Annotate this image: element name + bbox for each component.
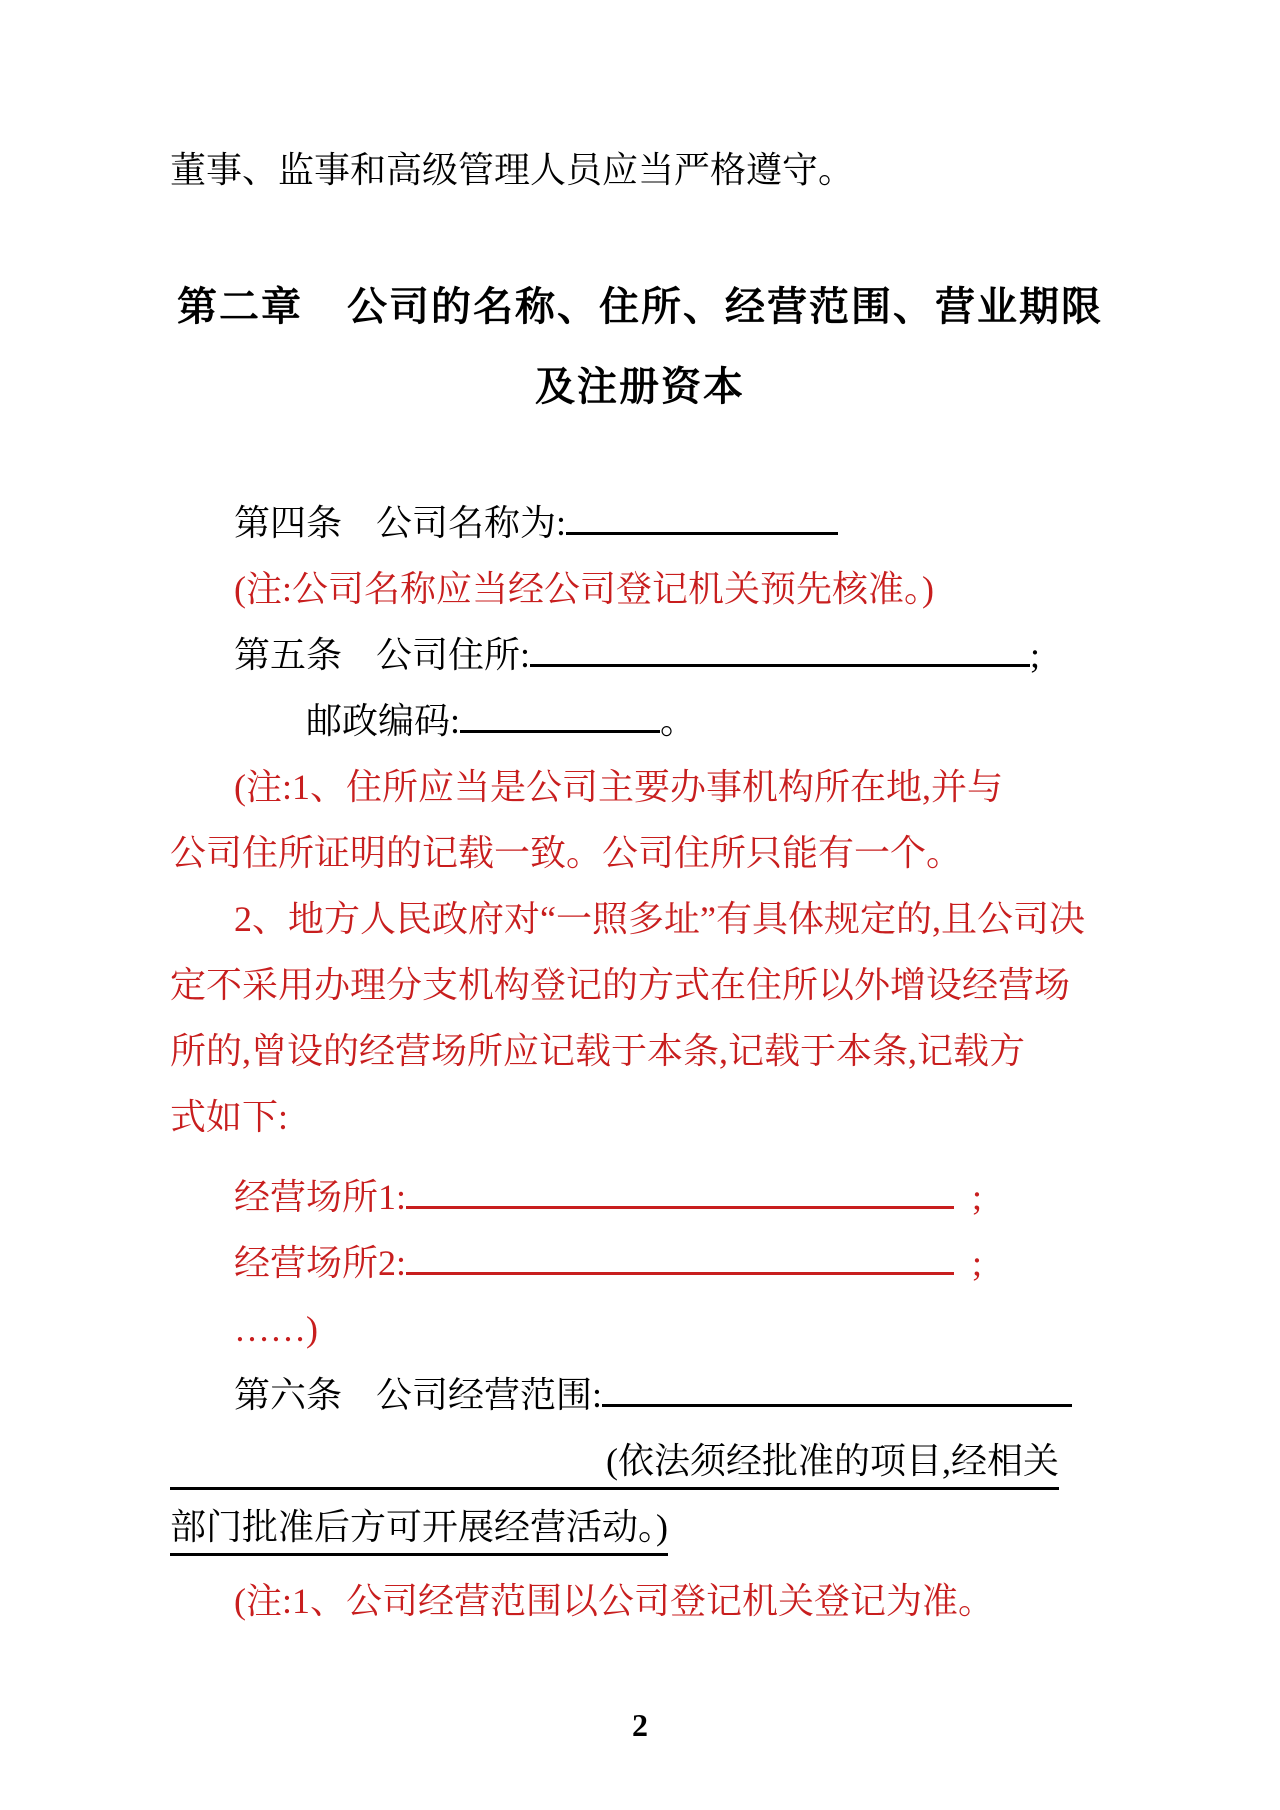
article-6-underlined-text <box>170 1501 668 1556</box>
page-number: 2 <box>632 1707 648 1743</box>
business-scope-blank <box>602 1369 1072 1407</box>
article-6-cont-text2: 部门批准后方可开展经营活动。) <box>170 1507 668 1547</box>
business-place-2-label: 经营场所2: <box>234 1243 407 1283</box>
article-6-label: 第六条 <box>234 1375 343 1415</box>
article-6-continuation-line1 <box>170 1428 1110 1494</box>
chapter-title-line1: 公司的名称、住所、经营范围、营业期限 <box>347 285 1103 329</box>
note-article-5-line1: (注:1、住所应当是公司主要办事机构所在地,并与 <box>234 767 1003 807</box>
article-4-text: 公司名称为: <box>376 503 567 543</box>
note-article-6: (注:1、公司经营范围以公司登记机关登记为准。 <box>234 1581 994 1621</box>
business-place-1-label: 经营场所1: <box>234 1177 407 1217</box>
postal-code-blank <box>460 695 660 733</box>
company-address-blank <box>530 629 1030 667</box>
company-name-blank <box>566 497 838 535</box>
note-article-5b-line4: 式如下: <box>170 1097 289 1137</box>
article-5-text: 公司住所: <box>376 635 531 675</box>
note-article-4: (注:公司名称应当经公司登记机关预先核准。) <box>234 569 934 609</box>
business-place-1-suffix: ; <box>972 1177 983 1217</box>
business-scope-blank-spacer <box>170 1472 606 1473</box>
article-6-line <box>170 1362 1110 1428</box>
chapter-heading-line1 <box>170 267 1110 347</box>
note-article-5b-line3: 所的,曾设的经营场所应记载于本条,记载于本条,记载方 <box>170 1031 1026 1071</box>
postal-code-line <box>170 688 1110 754</box>
postal-code-label: 邮政编码: <box>306 701 461 741</box>
article-4-line <box>170 490 1110 556</box>
postal-code-suffix: 。 <box>660 701 697 741</box>
business-place-2-blank <box>406 1237 954 1275</box>
business-place-1-line <box>170 1164 1110 1230</box>
article-6-text: 公司经营范围: <box>376 1375 603 1415</box>
chapter-number: 第二章 <box>177 285 303 329</box>
note-article-5-line2: 公司住所证明的记载一致。公司住所只能有一个。 <box>170 833 963 873</box>
note-ellipsis-close: ……) <box>234 1309 318 1349</box>
paragraph-continuation: 董事、监事和高级管理人员应当严格遵守。 <box>170 150 855 190</box>
article-5-line <box>170 622 1110 688</box>
article-6-continuation-line2 <box>170 1494 1110 1560</box>
business-place-2-suffix: ; <box>972 1243 983 1283</box>
article-5-suffix: ; <box>1030 635 1041 675</box>
article-5-label: 第五条 <box>234 635 343 675</box>
business-place-2-line <box>170 1230 1110 1296</box>
business-place-1-blank <box>406 1171 954 1209</box>
chapter-heading-line2: 及注册资本 <box>535 365 745 409</box>
business-scope-blank-continued <box>170 1435 1059 1490</box>
note-article-5b-line2: 定不采用办理分支机构登记的方式在住所以外增设经营场 <box>170 965 1071 1005</box>
article-4-label: 第四条 <box>234 503 343 543</box>
article-6-cont-text1: (依法须经批准的项目,经相关 <box>606 1441 1059 1481</box>
note-article-5b-line1: 2、地方人民政府对“一照多址”有具体规定的,且公司决 <box>234 899 1085 939</box>
